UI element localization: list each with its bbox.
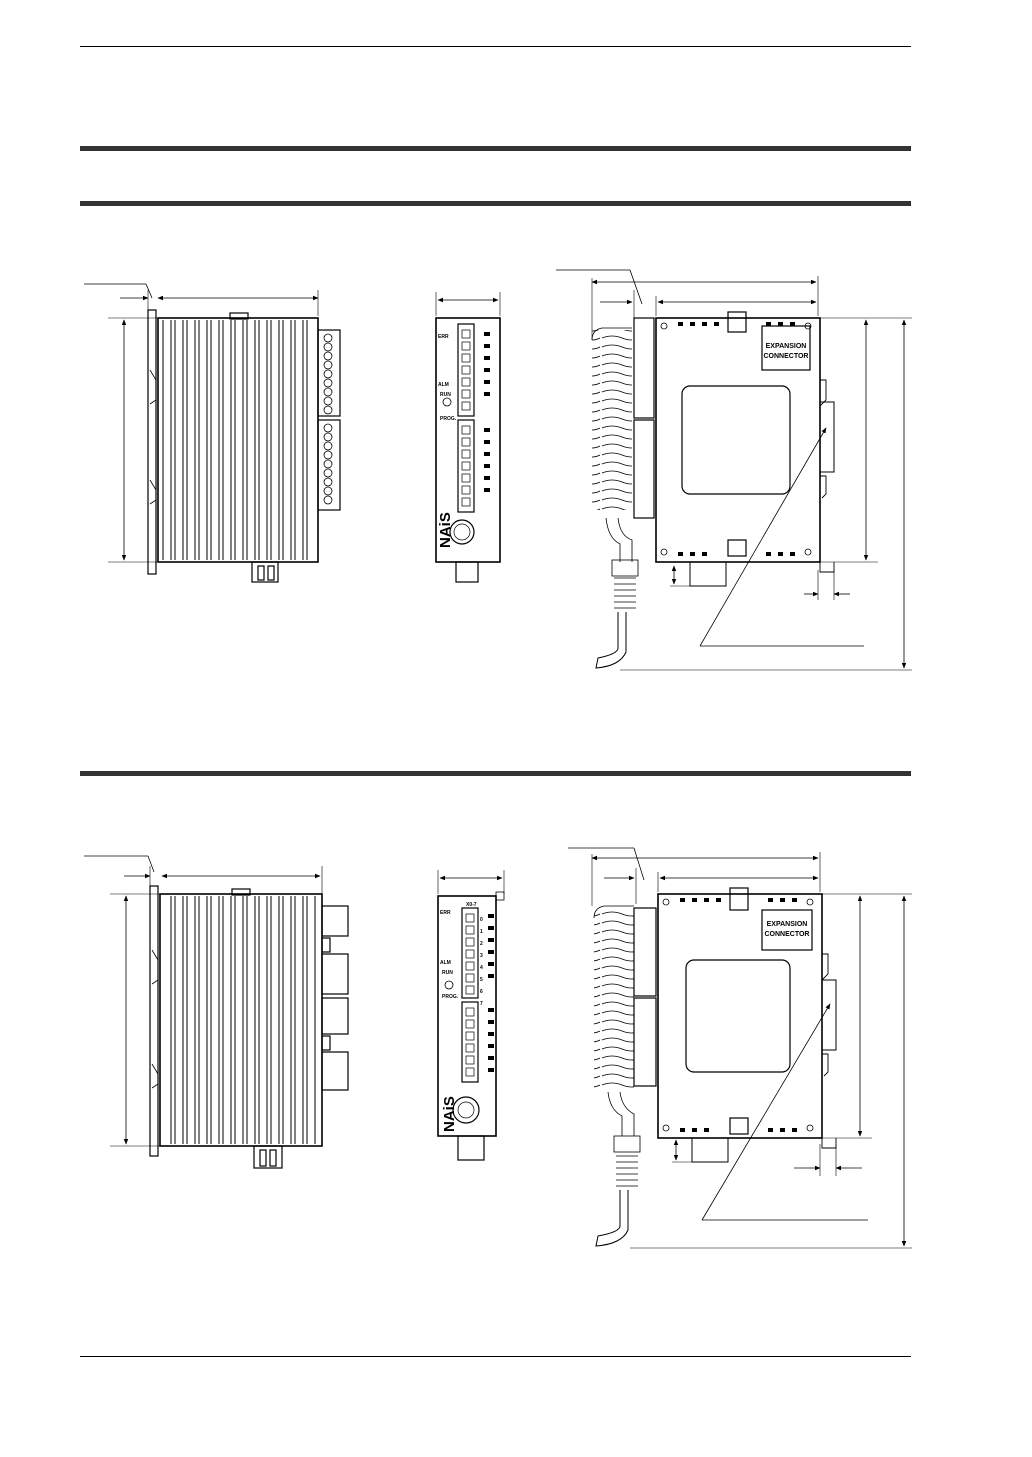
front-a-alarm-label: ALM bbox=[438, 382, 449, 388]
terminal-number: 3 bbox=[480, 953, 483, 959]
unit-a-mounting-view bbox=[556, 270, 912, 670]
front-b-run-label: RUN bbox=[442, 970, 453, 976]
front-a-run-label: RUN bbox=[440, 392, 451, 398]
terminal-number: 7 bbox=[480, 1001, 483, 1007]
front-a-prog-label: PROG. bbox=[440, 416, 457, 422]
terminal-number: 2 bbox=[480, 941, 483, 947]
expansion-connector-label-b1: EXPANSION bbox=[766, 921, 808, 928]
terminal-number: 6 bbox=[480, 989, 483, 995]
expansion-connector-label-b2: CONNECTOR bbox=[764, 931, 810, 938]
front-b-header-label: X0-7 bbox=[466, 902, 477, 908]
front-b-prog-label: PROG. bbox=[442, 994, 459, 1000]
front-a-brand-logo: NAiS bbox=[437, 512, 454, 548]
terminal-number: 0 bbox=[480, 917, 483, 923]
front-b-brand-logo: NAiS bbox=[441, 1096, 458, 1132]
unit-b-mounting-view bbox=[568, 848, 912, 1248]
unit-b-side-view bbox=[84, 856, 348, 1168]
terminal-number: 1 bbox=[480, 929, 483, 935]
expansion-connector-label-a1: EXPANSION bbox=[765, 343, 807, 350]
front-a-err-label: ERR bbox=[438, 334, 449, 340]
front-b-alarm-label: ALM bbox=[440, 960, 451, 966]
terminal-number: 4 bbox=[480, 965, 483, 971]
unit-a-side-view bbox=[84, 284, 340, 582]
expansion-connector-label-a2: CONNECTOR bbox=[763, 353, 809, 360]
front-b-err-label: ERR bbox=[440, 910, 451, 916]
terminal-number: 5 bbox=[480, 977, 483, 983]
front-b-terminal-numbers bbox=[480, 917, 483, 1007]
